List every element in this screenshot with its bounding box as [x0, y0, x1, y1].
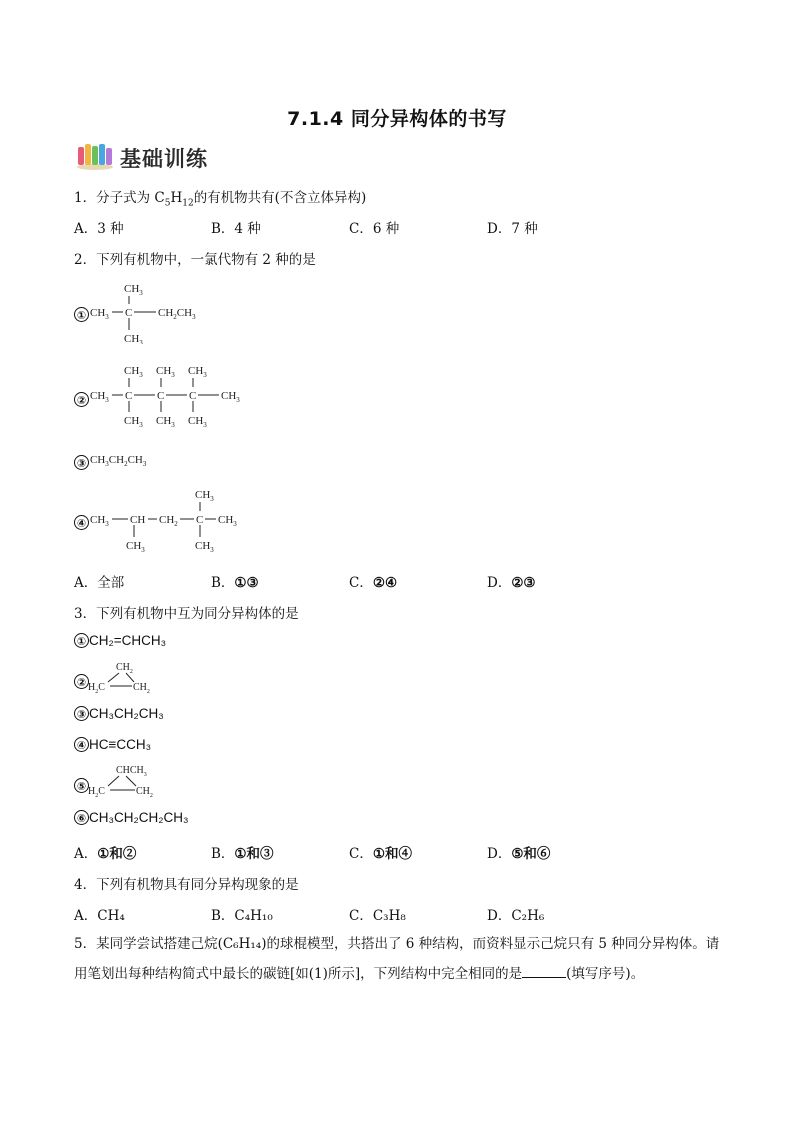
svg-text:CH3: $CH_3$ [195, 540, 214, 553]
page-title: 7.1.4 同分异构体的书写 [287, 108, 507, 130]
svg-text:CH: CH [130, 514, 146, 526]
q2-option-d[interactable]: D．②③ [487, 575, 536, 591]
q2-structure-1 [88, 280, 228, 344]
q2-label-4: ④ [74, 515, 89, 530]
q4-option-d[interactable]: D．C₂H₆ [487, 908, 545, 924]
svg-text:C: C [189, 390, 197, 402]
question-5-stem [74, 929, 724, 989]
svg-text:CH2: $CH_2$ [159, 514, 178, 528]
svg-text:CH3: $CH_3$ [156, 415, 175, 428]
q3-option-c[interactable]: C．①和④ [349, 846, 412, 862]
svg-text:CH3: $CH_3$ [218, 514, 237, 528]
q2-option-c[interactable]: C．②④ [349, 575, 398, 591]
q1-option-d[interactable]: D．7 种 [487, 221, 538, 237]
q3-item-1: ① CH₂=CHCH₃ [74, 633, 166, 649]
svg-text:CH2: $CH_2$ [136, 786, 153, 798]
q4-option-c[interactable]: C．C₃H₈ [349, 908, 406, 924]
q2-label-1: ① [74, 307, 89, 322]
question-1-stem: 1．分子式为 $C_5H_{12}$的有机物共有(不含立体异构) [74, 190, 367, 209]
q3-label-5: ⑤ [74, 778, 89, 793]
q3-label-2: ② [74, 674, 89, 689]
q3-option-b[interactable]: B．①和③ [211, 846, 274, 862]
q4-option-b[interactable]: B．C₄H₁₀ [211, 908, 273, 924]
svg-text:CH3CH2CH3: $CH_3CH_2CH_3$ [90, 454, 147, 468]
svg-text:CH3: $CH_3$ [195, 489, 214, 503]
q2-option-b[interactable]: B．①③ [211, 575, 259, 591]
svg-text:CH3: $CH_3$ [124, 333, 143, 344]
svg-text:CH3: $CH_3$ [221, 390, 240, 404]
svg-text:CH3: $CH_3$ [90, 514, 109, 528]
q3-item-3: ③ CH₃CH₂CH₃ [74, 706, 164, 722]
svg-text:CH3: $CH_3$ [188, 415, 207, 428]
q1-option-b[interactable]: B．4 种 [211, 221, 261, 237]
svg-text:CH2: $CH_2$ [116, 662, 133, 675]
q1-option-c[interactable]: C．6 种 [349, 221, 400, 237]
section-title: 基础训练 [120, 147, 208, 171]
svg-text:C: C [157, 390, 165, 402]
svg-text:CH3: $CH_3$ [124, 415, 143, 428]
q2-label-2: ② [74, 392, 89, 407]
q3-cyclopropane [88, 660, 168, 694]
q2-structure-4 [88, 485, 258, 553]
svg-text:CH3: $CH_3$ [156, 365, 175, 379]
svg-text:CH2: $CH_2$ [133, 682, 150, 694]
svg-text:CH3: $CH_3$ [124, 283, 143, 297]
svg-text:CHCH3: $CHCH_3$ [116, 765, 147, 778]
q4-option-a[interactable]: A．CH₄ [74, 908, 125, 924]
q2-label-3: ③ [74, 455, 89, 470]
q2-structure-2 [88, 362, 258, 428]
q3-option-a[interactable]: A．①和② [74, 846, 137, 862]
pencils-icon [74, 141, 116, 171]
svg-text:C: C [125, 390, 133, 402]
q3-methylcyclopropane [88, 762, 178, 798]
svg-text:CH3: $CH_3$ [188, 365, 207, 379]
q3-item-4: ④ HC≡CCH₃ [74, 737, 151, 753]
answer-blank[interactable] [522, 976, 566, 978]
q2-option-a[interactable]: A．全部 [74, 575, 125, 591]
q5-line-1: 5．某同学尝试搭建己烷(C₆H₁₄)的球棍模型，共搭出了 6 种结构，而资料显示己烷只有 5 种同分异构体。请 [74, 936, 720, 952]
question-2-stem: 2．下列有机物中，一氯代物有 2 种的是 [74, 252, 316, 268]
q2-structure-3 [88, 448, 188, 470]
question-4-stem: 4．下列有机物具有同分异构现象的是 [74, 877, 299, 893]
svg-text:CH3: $CH_3$ [90, 390, 109, 404]
svg-text:C: C [196, 514, 204, 526]
q3-option-d[interactable]: D．⑤和⑥ [487, 846, 551, 862]
q1-option-a[interactable]: A．3 种 [74, 221, 124, 237]
svg-text:CH3: $CH_3$ [126, 540, 145, 553]
svg-text:C: C [125, 307, 133, 319]
svg-text:H2C: $H_2C$ [88, 682, 105, 694]
q3-item-6: ⑥ CH₃CH₂CH₂CH₃ [74, 810, 188, 826]
svg-text:CH3: $CH_3$ [90, 307, 109, 321]
question-3-stem: 3．下列有机物中互为同分异构体的是 [74, 606, 299, 622]
svg-text:CH2CH3: $CH_2CH_3$ [158, 307, 196, 321]
svg-text:H2C: $H_2C$ [88, 786, 105, 798]
q5-line-2: 用笔划出每种结构简式中最长的碳链[如(1)所示]，下列结构中完全相同的是 (填写序号)。 [74, 966, 645, 982]
svg-text:CH3: $CH_3$ [124, 365, 143, 379]
